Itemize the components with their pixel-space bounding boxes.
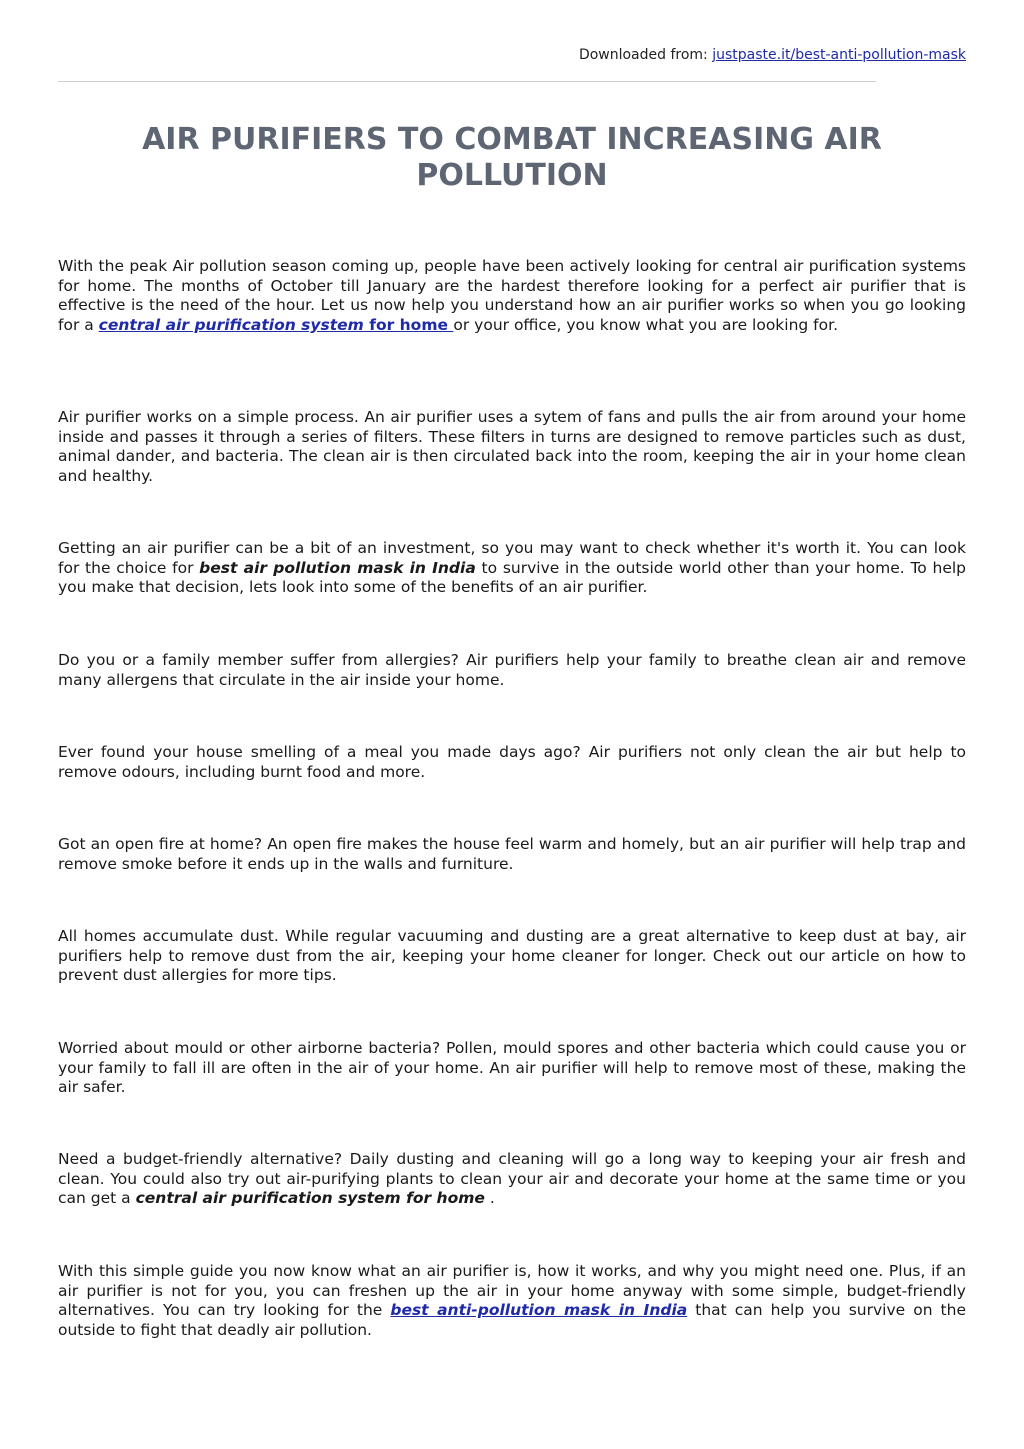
paragraph-intro [58, 257, 966, 335]
download-source-label: Downloaded from: [578, 47, 713, 63]
paragraph-text: Getting an air purifier can be a bit of an investment, so you may want to check whether it's worth it. You can look for the choice for [58, 539, 966, 577]
paragraph-how-it-works: Air purifier works on a simple process. An air purifier uses a sytem of fans and pulls the air from around your home inside and passes it through a series of filters. These filters in turns are designed to remove particles such as dust, animal dander, and bacteria. The clean air is then circulated back into the room, keeping the air in your home clean and healthy. [58, 408, 966, 485]
paragraph-text: With the peak Air pollution season coming up, people have been actively looking for central air purification systems for home. The months of October till January are the hardest therefore looking for a perfect air purifier that is effective is the need of the hour. Let us now help you understand how an air purifier works so when you go looking for a [58, 257, 966, 334]
paragraph-budget [58, 1150, 966, 1209]
paragraph-text: to survive in the outside world other than your home. To help you make that decision, lets look into some of the benefits of an air purifier. [58, 558, 966, 597]
download-source-header [579, 47, 966, 63]
paragraph-mould: Worried about mould or other airborne bacteria? Pollen, mould spores and other bacteria which could cause you or your family to fall ill are often in the air of your home. An air purifier will help to remove most of these, making the air safer. [58, 1039, 966, 1097]
page-title: AIR PURIFIERS TO COMBAT INCREASING AIR POLLUTION [142, 122, 882, 193]
download-source-link[interactable]: justpaste.it/best-anti-pollution-mask [712, 47, 966, 63]
anti-pollution-mask-link[interactable]: best anti-pollution mask in India [390, 1301, 688, 1320]
central-air-purification-link[interactable] [99, 316, 454, 334]
emphasis-system-text: central air purification system for home [135, 1189, 485, 1208]
paragraph-text: Need a budget-friendly alternative? Daily dusting and cleaning will go a long way to keeping your air fresh and clean. You could also try out air-purifying plants to clean your air and decorate your home at the same time or you can get a [58, 1150, 966, 1208]
paragraph-text: . [484, 1189, 495, 1208]
paragraph-odours: Ever found your house smelling of a meal you made days ago? Air purifiers not only clean the air but help to remove odours, including burnt food and more. [58, 743, 966, 781]
paragraph-text: that can help you survive on the outside to fight that deadly air pollution. [58, 1301, 966, 1339]
emphasis-mask-text: best air pollution mask in India [199, 558, 476, 577]
paragraph-dust: All homes accumulate dust. While regular vacuuming and dusting are a great alternative to keep dust at bay, air purifiers help to remove dust from the air, keeping your home cleaner for longer. Check out our article on how to prevent dust allergies for more tips. [58, 927, 966, 985]
link-text-plain: for home [363, 315, 454, 334]
paragraph-investment [58, 539, 966, 598]
link-text-italic: central air purification system [98, 315, 364, 334]
header-divider [58, 81, 876, 82]
paragraph-text: or your office, you know what you are looking for. [453, 315, 838, 334]
paragraph-smoke: Got an open fire at home? An open fire makes the house feel warm and homely, but an air purifier will help trap and remove smoke before it ends up in the walls and furniture. [58, 835, 966, 873]
paragraph-allergies: Do you or a family member suffer from allergies? Air purifiers help your family to breathe clean air and remove many allergens that circulate in the air inside your home. [58, 651, 966, 689]
paragraph-conclusion [58, 1262, 966, 1340]
paragraph-text: With this simple guide you now know what an air purifier is, how it works, and why you might need one. Plus, if an air purifier is not for you, you can freshen up the air in your home anyway with some simple, budget-friendly alternatives. You can try looking for the [58, 1262, 966, 1320]
